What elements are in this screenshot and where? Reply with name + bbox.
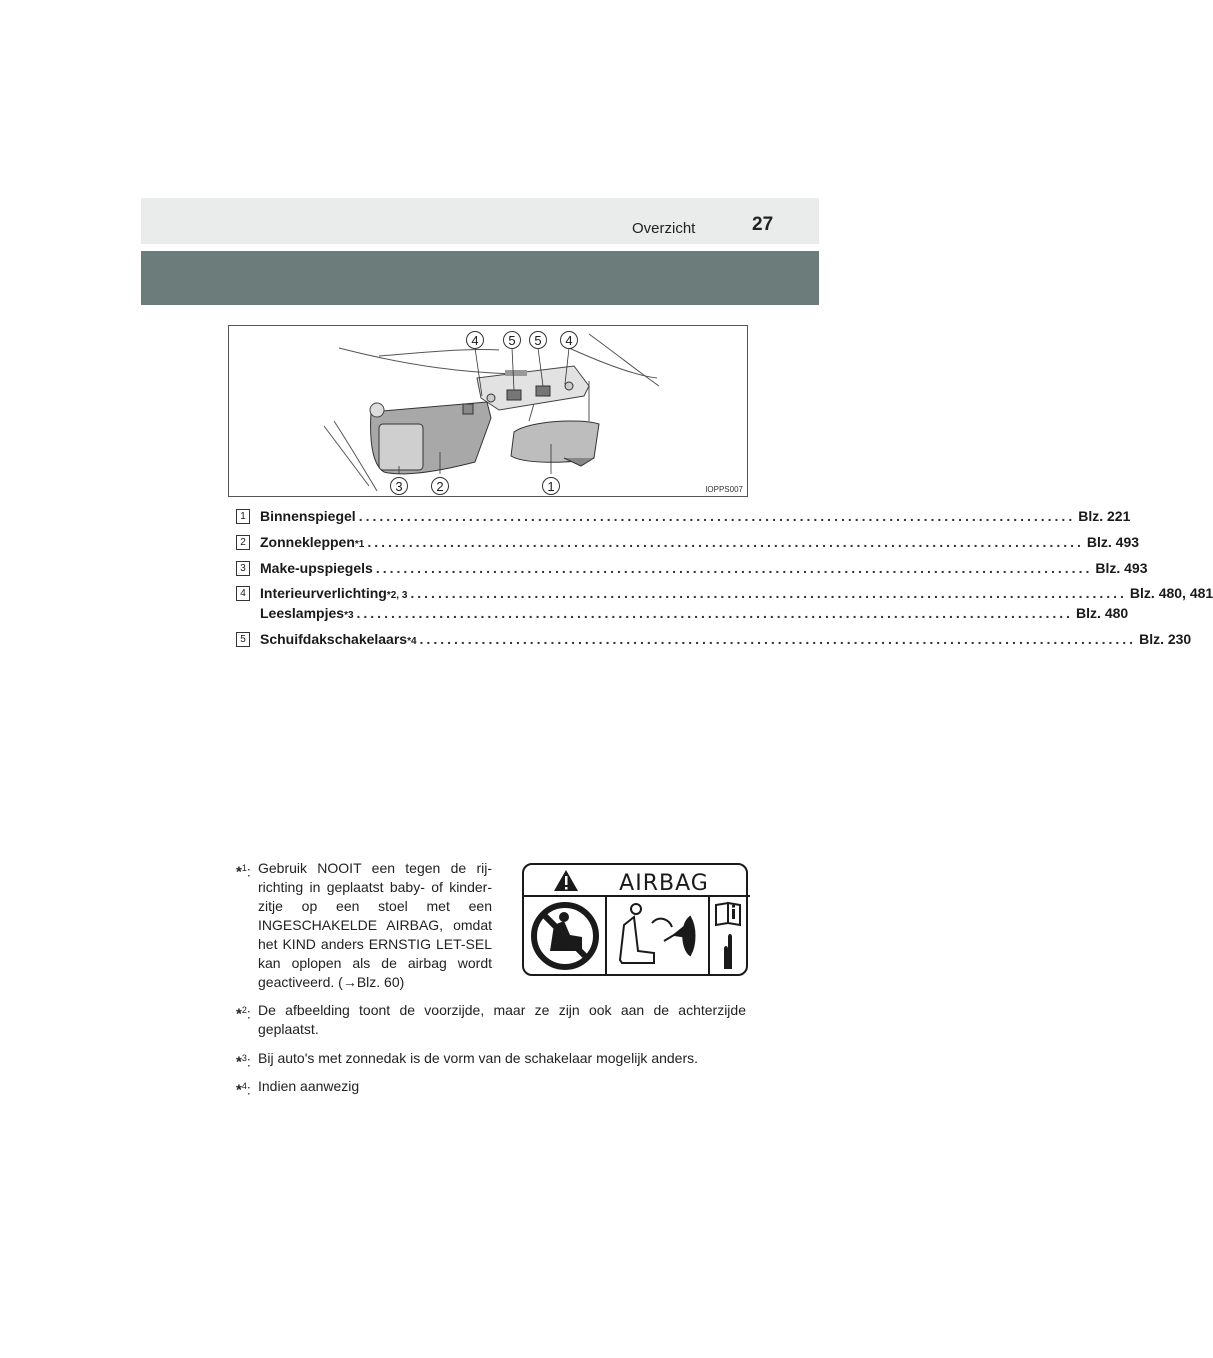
callout-1: 1 [547,479,555,494]
callout-5-right: 5 [534,333,542,348]
figure-code: IOPPS007 [705,485,743,494]
page-reference: Blz. 493 [1086,534,1140,550]
page-reference: Blz. 480, 481 [1129,585,1213,601]
item-label: Binnenspiegel [260,508,356,524]
item-number: 5 [236,632,250,647]
list-item: Leeslampjes *3 ........................................................................................................ Blz. 480 [260,605,1129,621]
list-item [236,560,1148,580]
footnote-number: 2 [241,1005,247,1015]
callout-4-left: 4 [471,333,479,348]
footnote: *$^3$: Bij auto's met zonnedak is de vorm van de schakelaar mogelijk anders. [236,1049,756,1071]
list-item [236,508,1131,528]
footnote-number: 1 [241,863,247,873]
section-title: Overzicht [632,220,696,237]
footnote-marker: * [236,1053,242,1071]
list-item: 5 Schuifdakschakelaars *4 ........................................................................................................ Blz. 230 [236,631,722,651]
page-reference: Blz. 480 [1076,605,1129,621]
dot-leader: ........................................................................................................ [419,631,1137,647]
airbag-warning-label [522,863,748,976]
airbag-label-graphic [524,865,750,978]
callout-2: 2 [436,479,444,494]
item-label: Interieurverlichting [260,585,387,601]
interior-illustration [228,325,748,497]
item-number: 4 [236,586,250,601]
footnote: *$^2$: De afbeelding toont de voorzijde, maar ze zijn ook aan de achterzijde geplaatst. [236,1002,746,1037]
callout-4-right: 4 [565,333,573,348]
item-label: Make-upspiegels [260,560,373,576]
title-band [141,251,819,305]
item-number: 2 [236,535,250,550]
dot-leader: ........................................................................................................ [358,508,1076,524]
footnote: *$^1$: Gebruik NOOIT een tegen de rij-richting in geplaatst baby- of kinder-zitje op een stoel met een INGESCHAKELDE AIRBAG, omdat het KIND anders ERNSTIG LET-SEL kan oplopen als de airbag wordt geactiveerd. (→Blz. 60) [236,860,492,990]
page-reference: Blz. 230 [1139,631,1192,647]
page-reference: Blz. 493 [1095,560,1148,576]
footnote-text: Indien aanwezig [258,1078,360,1094]
item-number: 3 [236,561,250,576]
page-reference: Blz. 221 [1078,508,1131,524]
overhead-console-drawing [229,326,749,498]
item-label: Zonnekleppen [260,534,355,550]
list-item: 4 Interieurverlichting *2, 3 ........................................................................................................ Blz. 480, 481 [236,585,722,605]
dot-leader: ........................................................................................................ [375,560,1093,576]
footnote-text: De afbeelding toont de voorzijde, maar ze zijn ook aan de achterzijde geplaatst. [258,1002,746,1037]
page-header-bar [141,198,819,244]
dot-leader: ........................................................................................................ [356,605,1074,621]
footnote-number: 4 [241,1081,247,1091]
seat-airbag-icon [620,904,695,963]
footnote-marker: * [236,863,242,881]
page-number: 27 [752,214,774,235]
owners-manual-icon [716,903,740,969]
item-label: Leeslampjes [260,605,345,621]
footnote: *$^4$: Indien aanwezig [236,1077,536,1099]
footnote-text: Gebruik NOOIT een tegen de rij-richting in geplaatst baby- of kinder-zitje op een stoel met een INGESCHAKELDE AIRBAG, omdat het KIND anders ERNSTIG LET-SEL kan oplopen als de airbag wordt geactiveerd. (→Blz. 60) [258,860,492,990]
footnote-marker: * [236,1005,242,1023]
no-child-seat-icon [534,905,596,967]
callout-3: 3 [395,479,403,494]
airbag-title: AIRBAG [619,871,709,896]
dot-leader: ........................................................................................................ [410,585,1127,601]
footnote-text: Bij auto's met zonnedak is de vorm van de schakelaar mogelijk anders. [258,1050,699,1066]
footnote-number: 3 [241,1053,247,1063]
item-label: Schuifdakschakelaars [260,631,408,647]
callout-5-left: 5 [508,333,516,348]
dot-leader: ........................................................................................................ [367,534,1084,550]
list-item: 2 Zonnekleppen *1 ........................................................................................................ Blz. 493 [236,534,722,554]
item-number: 1 [236,509,250,524]
footnote-marker: * [236,1081,242,1099]
